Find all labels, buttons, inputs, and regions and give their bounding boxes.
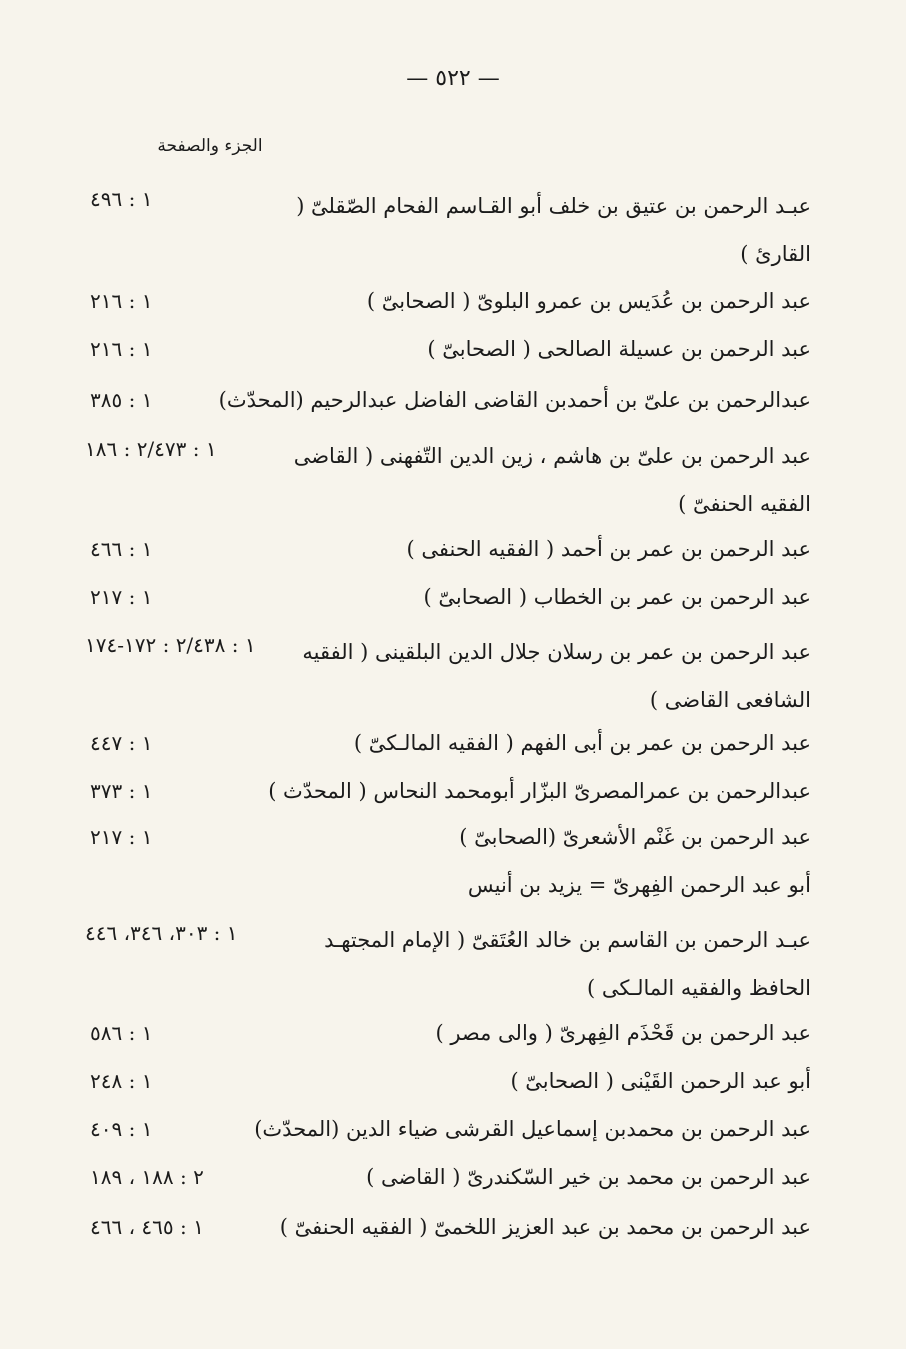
page-number: — ٥٢٢ — bbox=[406, 66, 500, 91]
entry-ref: ١ : ٤٦٦ bbox=[90, 537, 153, 561]
entry-ref: ١ : ٣٨٥ bbox=[90, 388, 153, 412]
entry-name: عبد الرحمن بن غَنْم الأشعرىّ (الصحابىّ ) bbox=[459, 825, 811, 849]
entry-ref: ١ : ٢/٤٧٣ : ١٨٦ bbox=[85, 437, 217, 461]
entry-name: عبد الرحمن بن محمدبن إسماعيل القرشى ضياء الدين (المحدّث) bbox=[254, 1117, 811, 1141]
entry-name: عبد الرحمن بن عمر بن أبى الفهم ( الفقيه المالـكىّ ) bbox=[353, 731, 811, 755]
index-entry bbox=[0, 868, 906, 918]
index-entry bbox=[0, 1160, 906, 1210]
index-entry bbox=[0, 774, 906, 824]
entry-ref: ١ : ٣٠٣، ٣٤٦، ٤٤٦ bbox=[85, 921, 238, 945]
index-entry bbox=[0, 332, 906, 382]
index-entry bbox=[0, 916, 906, 1000]
entry-ref: ١ : ٤٦٥ ، ٤٦٦ bbox=[90, 1215, 204, 1239]
index-entry bbox=[0, 284, 906, 334]
entry-name: عبدالرحمن بن عمرالمصرىّ البزّار أبومحمد النحاس ( المحدّث ) bbox=[268, 779, 811, 803]
entry-ref: ١ : ٤٩٦ bbox=[90, 187, 153, 211]
entry-ref: ٢ : ١٨٨ ، ١٨٩ bbox=[90, 1165, 204, 1189]
entry-name: عبد الرحمن بن محمد بن عبد العزيز اللخمىّ ( الفقيه الحنفىّ ) bbox=[279, 1215, 811, 1239]
index-entry bbox=[0, 1016, 906, 1066]
index-entry bbox=[0, 1210, 906, 1260]
index-entry bbox=[0, 432, 906, 516]
entry-ref: ١ : ٢١٦ bbox=[90, 337, 153, 361]
entry-name: عبد الرحمن بن عسيلة الصالحى ( الصحابىّ ) bbox=[427, 337, 811, 361]
column-caption: الجزء والصفحة bbox=[157, 136, 263, 156]
entry-name: عبد الرحمن بن قَحْذَم الفِهرىّ ( والى مصر ) bbox=[435, 1021, 811, 1045]
index-entry bbox=[0, 628, 906, 712]
index-entry bbox=[0, 1064, 906, 1114]
entry-ref: ١ : ٥٨٦ bbox=[90, 1021, 153, 1045]
index-entry bbox=[0, 1112, 906, 1162]
index-entry bbox=[0, 820, 906, 870]
entry-name: عبـد الرحمن بن القاسم بن خالد العُتَقىّ ( الإمام المجتهـد الحافظ والفقيه المالـكى ) bbox=[324, 928, 811, 1000]
entry-name: عبد الرحمن بن علىّ بن هاشم ، زين الدين التّفهنى ( القاضى الفقيه الحنفىّ ) bbox=[293, 444, 811, 516]
index-entry bbox=[0, 383, 906, 433]
index-entry bbox=[0, 182, 906, 266]
entry-name: عبد الرحمن بن عمر بن الخطاب ( الصحابىّ ) bbox=[423, 585, 811, 609]
index-entry bbox=[0, 532, 906, 582]
entry-ref: ١ : ٣٧٣ bbox=[90, 779, 153, 803]
entry-ref: ١ : ٢١٧ bbox=[90, 825, 153, 849]
entry-ref: ١ : ٤٤٧ bbox=[90, 731, 153, 755]
entry-name: عبد الرحمن بن عمر بن رسلان جلال الدين البلقينى ( الفقيه الشافعى القاضى ) bbox=[302, 640, 811, 712]
entry-ref: ١ : ٤٠٩ bbox=[90, 1117, 153, 1141]
entry-name: أبو عبد الرحمن الفِهرىّ = يزيد بن أنيس bbox=[467, 873, 811, 897]
entry-ref: ١ : ٢١٧ bbox=[90, 585, 153, 609]
entry-name: عبد الرحمن بن عمر بن أحمد ( الفقيه الحنفى ) bbox=[406, 537, 811, 561]
entry-ref: ١ : ٢٤٨ bbox=[90, 1069, 153, 1093]
entry-ref: ١ : ٢/٤٣٨ : ١٧٢-١٧٤ bbox=[85, 633, 256, 657]
entry-name: أبو عبد الرحمن القَيْنى ( الصحابىّ ) bbox=[510, 1069, 811, 1093]
index-entry bbox=[0, 726, 906, 776]
index-entry bbox=[0, 580, 906, 630]
entry-name: عبـد الرحمن بن عتيق بن خلف أبو القـاسم الفحام الصّقلىّ ( القارئ ) bbox=[296, 194, 811, 266]
entry-ref: ١ : ٢١٦ bbox=[90, 289, 153, 313]
entry-name: عبد الرحمن بن عُدَيس بن عمرو البلوىّ ( الصحابىّ ) bbox=[366, 289, 811, 313]
entry-name: عبد الرحمن بن محمد بن خير السّكندرىّ ( القاضى ) bbox=[366, 1165, 811, 1189]
entry-name: عبدالرحمن بن علىّ بن أحمدبن القاضى الفاضل عبدالرحيم (المحدّث) bbox=[218, 388, 811, 412]
